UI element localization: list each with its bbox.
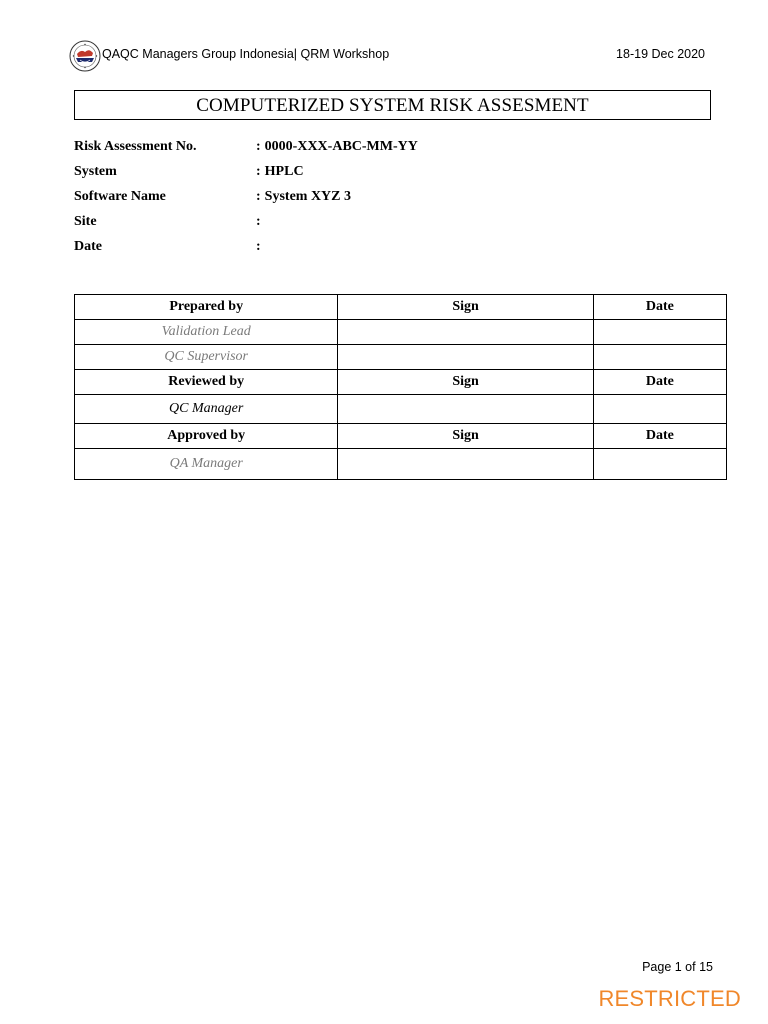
sign-header: Sign	[338, 370, 593, 395]
date-header: Date	[593, 370, 726, 395]
classification-label: RESTRICTED	[598, 986, 741, 1011]
role-qc-manager: QC Manager	[75, 395, 338, 424]
info-label: Site	[74, 214, 97, 229]
info-label: System	[74, 164, 117, 179]
table-header-row	[75, 295, 727, 320]
info-label: Software Name	[74, 189, 166, 204]
table-row	[75, 320, 727, 345]
info-value: 0000-XXX-ABC-MM-YY	[264, 139, 418, 154]
page-header	[68, 40, 708, 72]
info-colon: :	[256, 139, 261, 154]
sign-cell[interactable]	[338, 345, 593, 370]
info-colon: :	[256, 189, 261, 204]
signoff-table	[74, 294, 727, 480]
sign-cell[interactable]	[338, 320, 593, 345]
date-cell[interactable]	[593, 320, 726, 345]
info-row-risk-assessment-no	[74, 135, 574, 160]
table-row	[75, 449, 727, 480]
date-cell[interactable]	[593, 345, 726, 370]
table-row	[75, 395, 727, 424]
date-header: Date	[593, 424, 726, 449]
page-number: Page 1 of 15	[642, 960, 713, 974]
sign-cell[interactable]	[338, 449, 593, 480]
info-label: Risk Assessment No.	[74, 139, 197, 154]
document-title: COMPUTERIZED SYSTEM RISK ASSESMENT	[74, 90, 711, 120]
sign-header: Sign	[338, 295, 593, 320]
approved-by-header: Approved by	[75, 424, 338, 449]
date-cell[interactable]	[593, 395, 726, 424]
info-row-system	[74, 160, 574, 185]
info-row-site	[74, 210, 574, 235]
date-header: Date	[593, 295, 726, 320]
info-label: Date	[74, 239, 102, 254]
table-header-row	[75, 424, 727, 449]
info-row-date	[74, 235, 574, 260]
prepared-by-header: Prepared by	[75, 295, 338, 320]
info-colon: :	[256, 239, 261, 254]
info-row-software-name	[74, 185, 574, 210]
table-row	[75, 345, 727, 370]
reviewed-by-header: Reviewed by	[75, 370, 338, 395]
info-value: System XYZ 3	[264, 189, 352, 204]
info-colon: :	[256, 214, 261, 229]
role-qc-supervisor: QC Supervisor	[75, 345, 338, 370]
info-value: HPLC	[264, 164, 304, 179]
document-info	[74, 135, 574, 260]
table-header-row	[75, 370, 727, 395]
role-validation-lead: Validation Lead	[75, 320, 338, 345]
date-cell[interactable]	[593, 449, 726, 480]
sign-header: Sign	[338, 424, 593, 449]
workshop-date: 18-19 Dec 2020	[616, 47, 705, 61]
organization-workshop-line: QAQC Managers Group Indonesia| QRM Workshop	[102, 47, 390, 61]
sign-cell[interactable]	[338, 395, 593, 424]
organization-logo-icon	[68, 40, 102, 72]
role-qa-manager: QA Manager	[75, 449, 338, 480]
info-colon: :	[256, 164, 261, 179]
